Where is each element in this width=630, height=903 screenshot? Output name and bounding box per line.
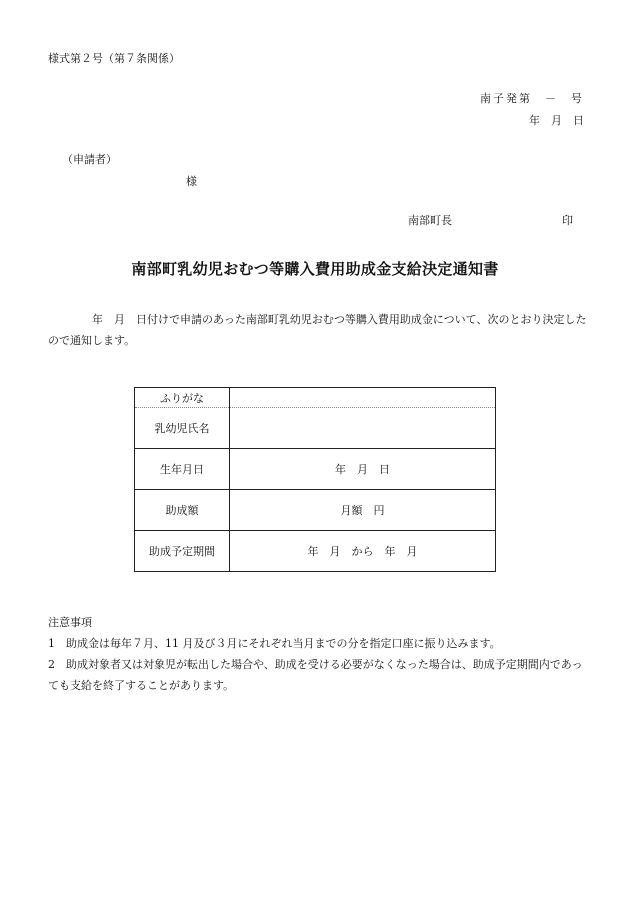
amount-value: 月額 円 [230, 490, 496, 531]
furigana-label: ふりがな [135, 388, 230, 408]
form-number: 様式第２号（第７条関係） [48, 52, 180, 65]
birthdate-value: 年 月 日 [230, 449, 496, 490]
document-title: 南部町乳幼児おむつ等購入費用助成金支給決定通知書 [131, 260, 499, 278]
period-label: 助成予定期間 [135, 531, 230, 572]
table-row [135, 449, 496, 490]
table-row [135, 490, 496, 531]
note-item: 1 助成金は毎年７月、11 月及び３月にそれぞれ当月までの分を指定口座に振り込みます。 [48, 637, 501, 650]
amount-label: 助成額 [135, 490, 230, 531]
period-value: 年 月 から 年 月 [230, 531, 496, 572]
issue-date: 年 月 日 [529, 114, 584, 127]
applicant-label: （申請者） [62, 153, 117, 166]
decision-table [134, 387, 496, 572]
birthdate-label: 生年月日 [135, 449, 230, 490]
furigana-value [230, 388, 496, 408]
notes-title: 注意事項 [48, 616, 92, 629]
table-row [135, 531, 496, 572]
notice-body: 年 月 日付けで申請のあった南部町乳幼児おむつ等購入費用助成金について、次のとおり決定したので通知します。 [48, 313, 587, 347]
child-name-value [230, 408, 496, 449]
table-row [135, 408, 496, 449]
honorific-sama: 様 [186, 175, 197, 188]
document-number: 南子発第 － 号 [480, 92, 584, 105]
table-row [135, 388, 496, 408]
seal-mark: 印 [562, 214, 573, 227]
issuer-mayor: 南部町長 [408, 214, 452, 227]
child-name-label: 乳幼児氏名 [135, 408, 230, 449]
note-item: 2 助成対象者又は対象児が転出した場合や、助成を受ける必要がなくなった場合は、助成予定期間内であっても支給を終了することがあります。 [48, 658, 583, 692]
